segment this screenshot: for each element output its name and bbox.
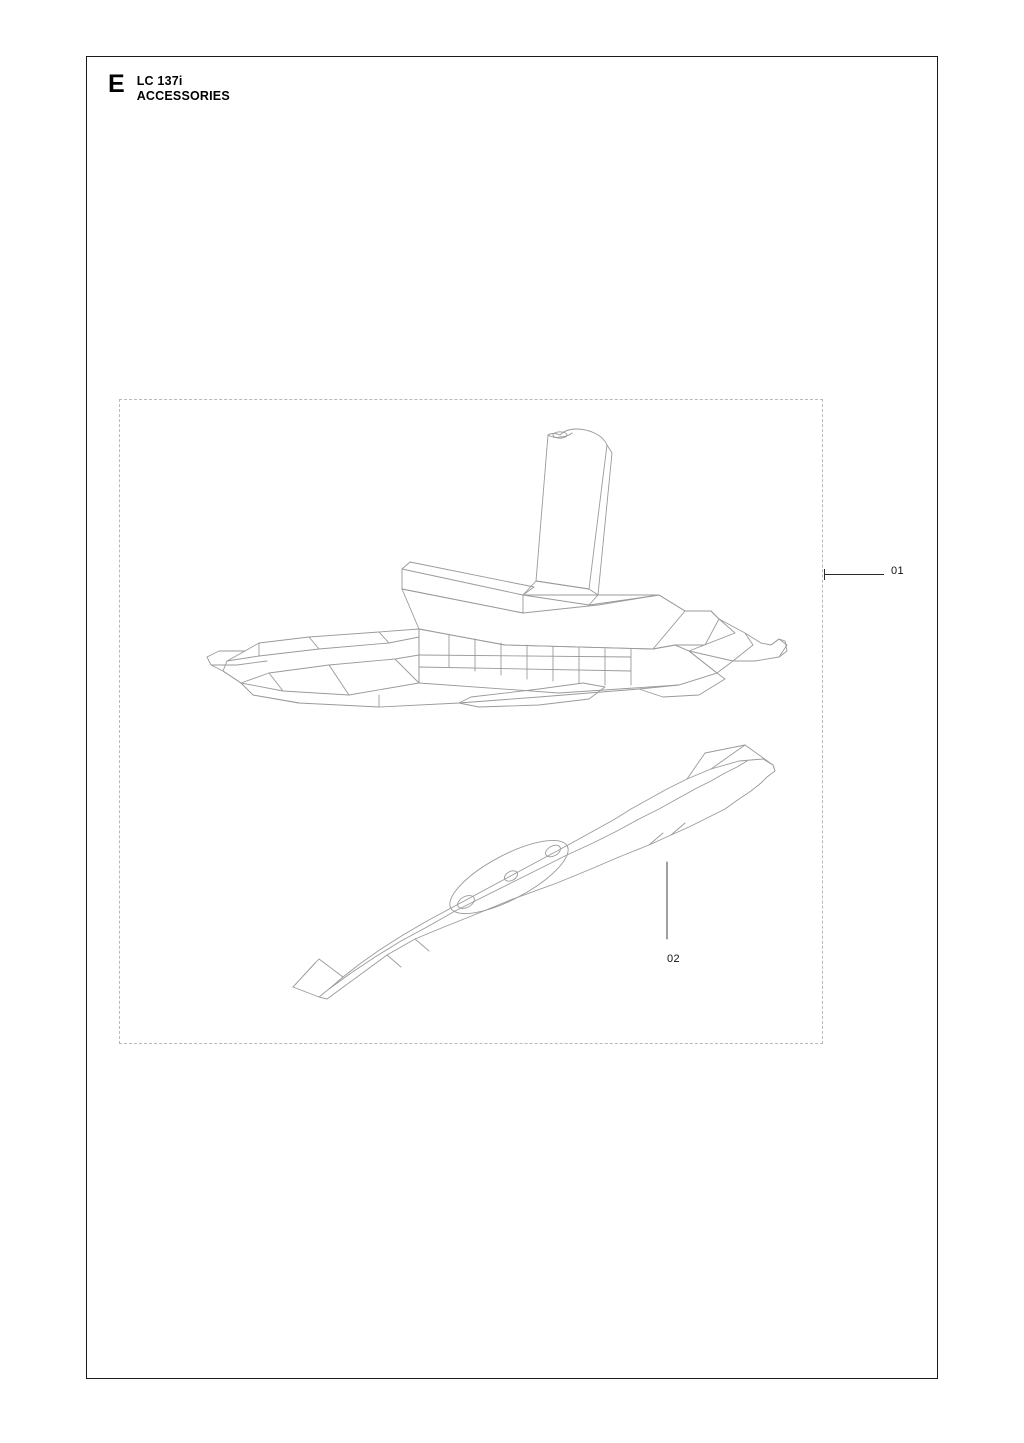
callout-leader-01 bbox=[824, 574, 884, 575]
callout-label-02: 02 bbox=[667, 953, 681, 965]
page-header bbox=[108, 70, 230, 104]
exploded-parts-illustration bbox=[119, 399, 823, 1044]
part-blade bbox=[293, 745, 775, 999]
header-text-block bbox=[137, 70, 230, 104]
callout-leader-01-tick bbox=[824, 569, 825, 580]
part-mulch-plug bbox=[207, 429, 787, 707]
section-title: ACCESSORIES bbox=[136, 89, 230, 103]
model-name: LC 137i bbox=[136, 74, 183, 88]
callout-label-01: 01 bbox=[891, 565, 905, 577]
section-letter: E bbox=[108, 70, 125, 98]
